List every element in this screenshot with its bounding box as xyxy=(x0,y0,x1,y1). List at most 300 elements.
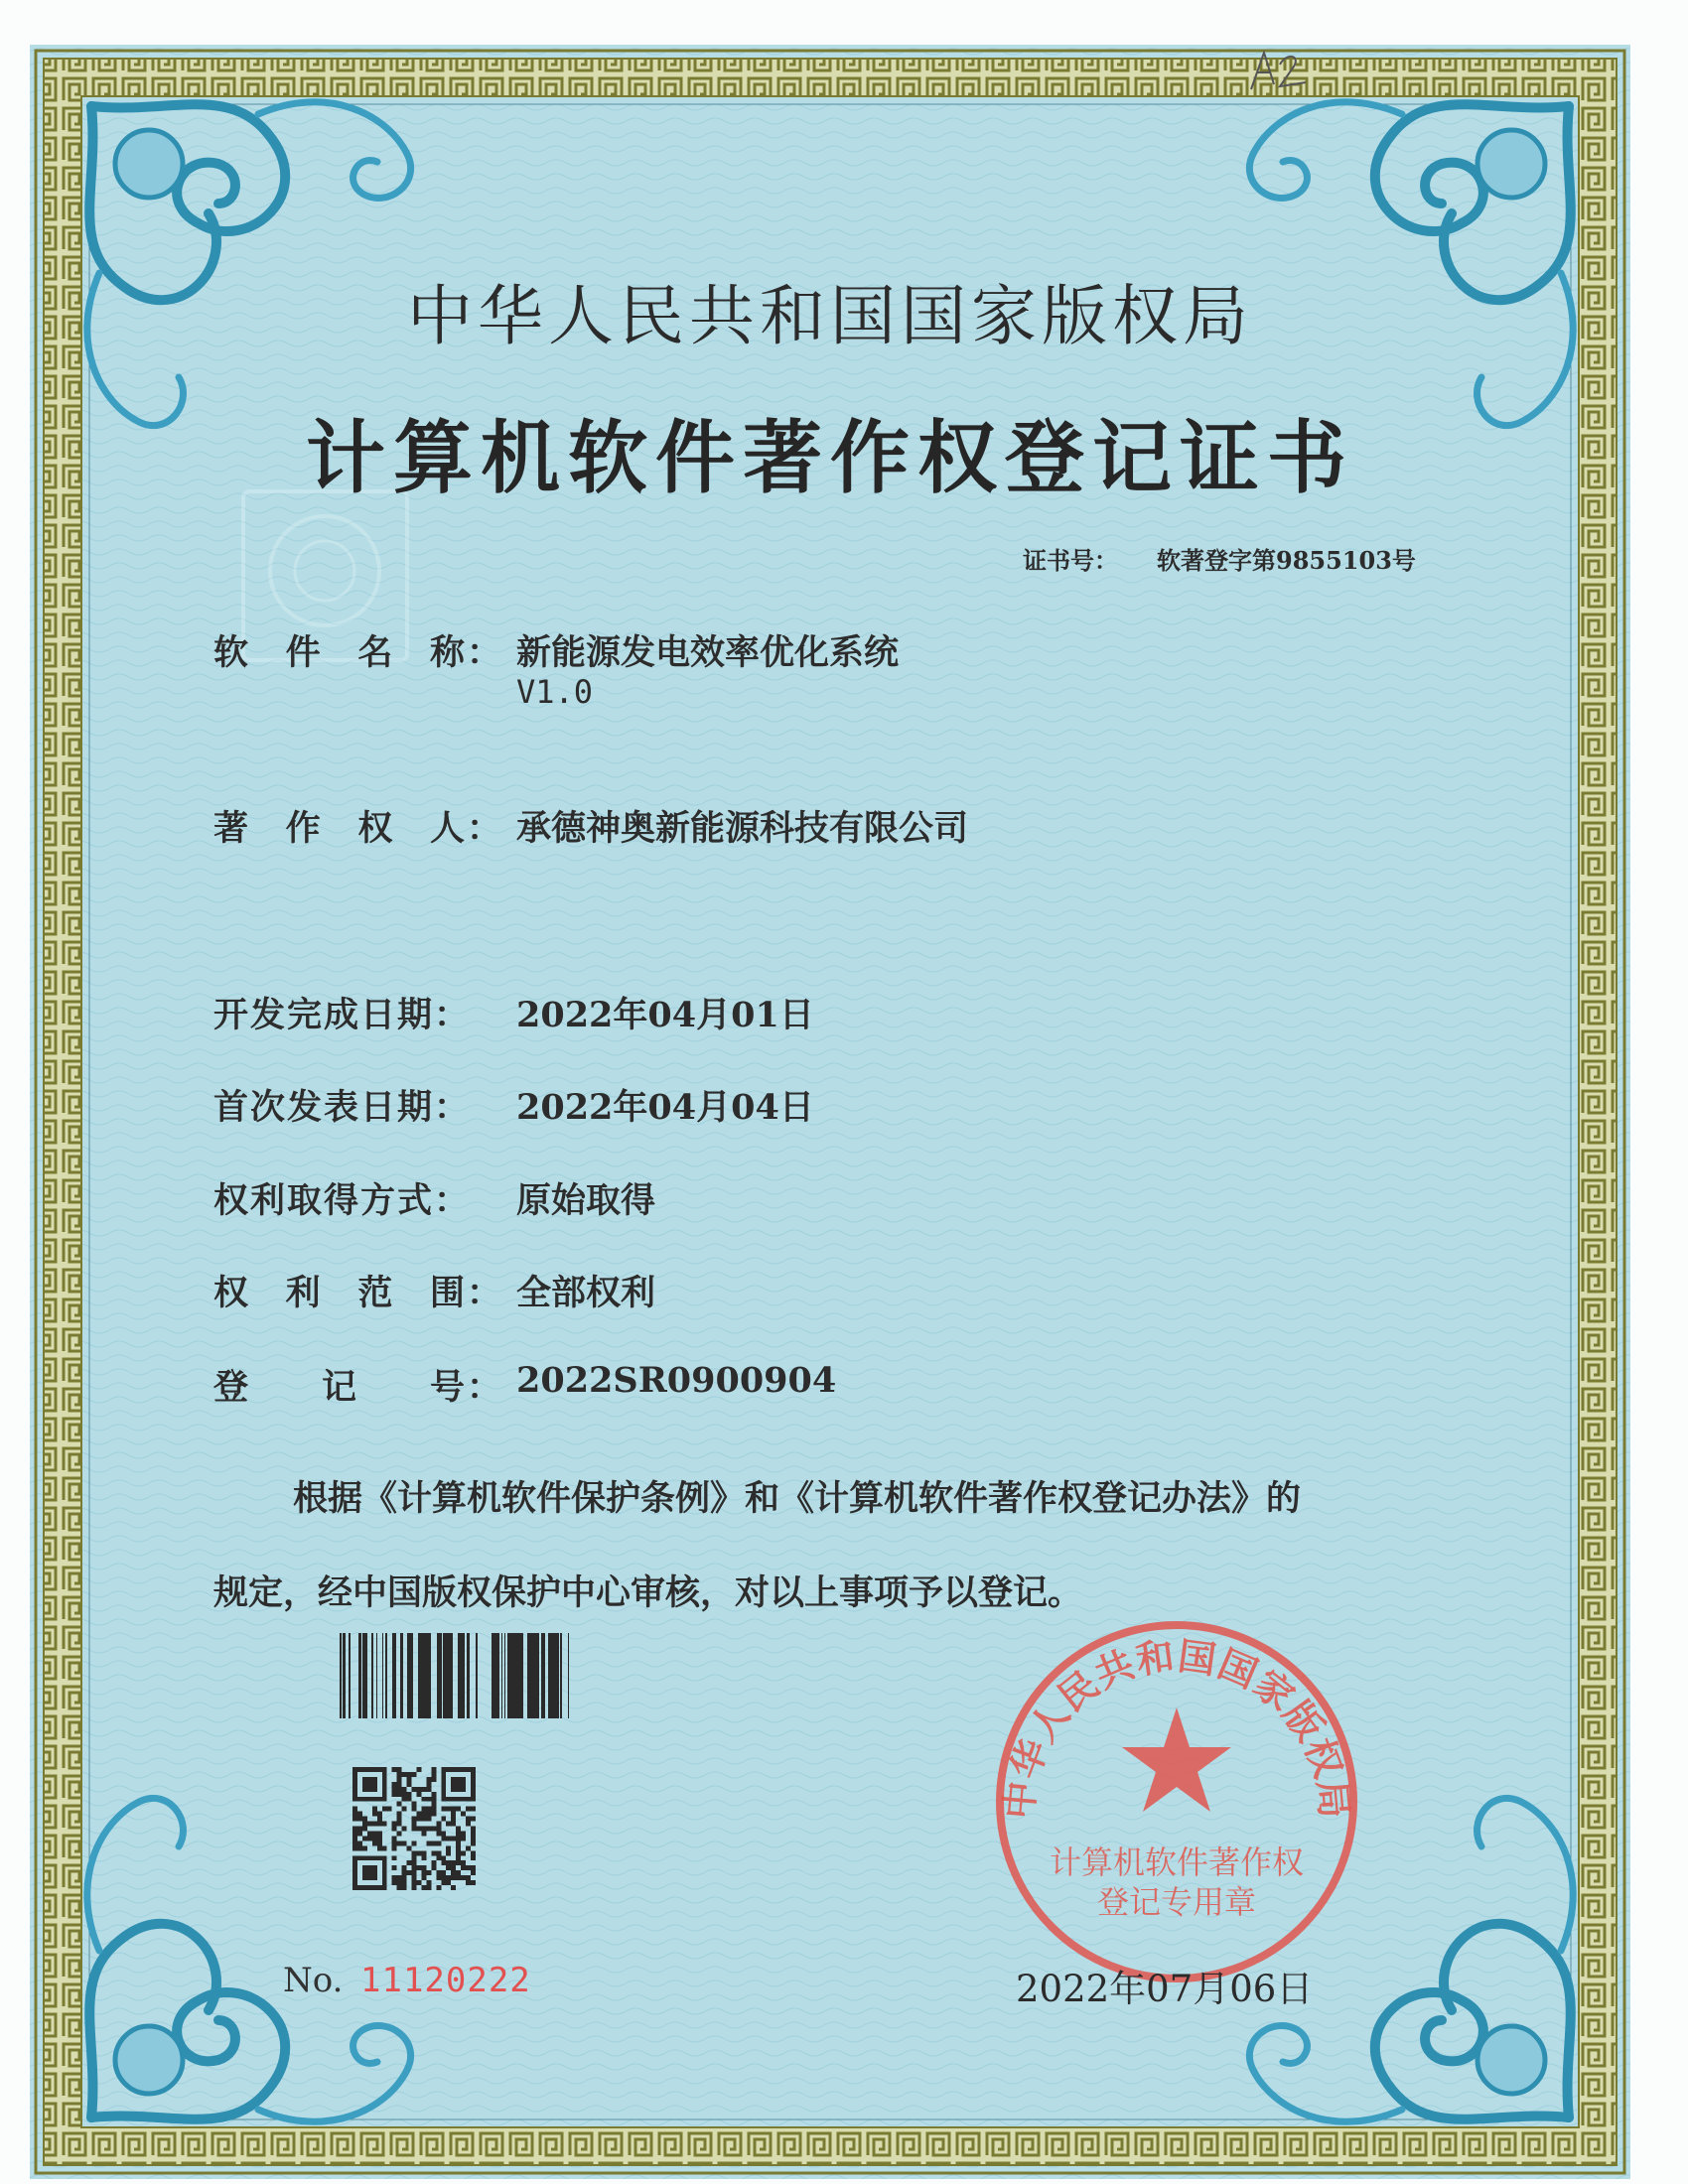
qr-module xyxy=(461,1812,466,1817)
qr-module xyxy=(402,1772,407,1777)
qr-module xyxy=(431,1802,436,1807)
qr-module xyxy=(352,1827,357,1832)
qr-module xyxy=(431,1841,436,1845)
software-version-value: V1.0 xyxy=(516,673,594,711)
qr-module xyxy=(441,1807,446,1812)
qr-module xyxy=(402,1792,407,1797)
seal-inner-line-1: 计算机软件著作权 xyxy=(1049,1843,1305,1881)
qr-module xyxy=(431,1767,436,1772)
qr-module xyxy=(372,1831,377,1836)
qr-module xyxy=(436,1841,441,1845)
qr-finder xyxy=(451,1777,466,1792)
qr-module xyxy=(471,1855,476,1860)
qr-module xyxy=(407,1772,412,1777)
qr-module xyxy=(377,1822,382,1827)
qr-module xyxy=(456,1827,461,1832)
qr-module xyxy=(436,1850,441,1855)
qr-module xyxy=(382,1807,387,1812)
qr-module xyxy=(407,1845,412,1850)
qr-module xyxy=(441,1817,446,1822)
qr-module xyxy=(471,1850,476,1855)
qr-module xyxy=(412,1885,417,1890)
acquisition-method-value: 原始取得 xyxy=(516,1180,656,1221)
qr-module xyxy=(451,1860,456,1865)
qr-module xyxy=(426,1782,431,1787)
qr-module xyxy=(397,1787,402,1792)
qr-module xyxy=(451,1875,456,1880)
qr-module xyxy=(446,1845,451,1850)
qr-module xyxy=(421,1865,426,1870)
barcode-bar xyxy=(349,1633,351,1718)
barcode-bar xyxy=(362,1633,366,1718)
barcode-bar xyxy=(504,1633,505,1718)
barcode-bar xyxy=(496,1633,499,1718)
qr-module xyxy=(451,1812,456,1817)
qr-module xyxy=(441,1875,446,1880)
qr-module xyxy=(451,1865,456,1870)
qr-module xyxy=(397,1767,402,1772)
barcode-bar xyxy=(476,1633,478,1718)
seal-outer-text: 中华人民共和国国家版权局 xyxy=(996,1633,1357,1822)
qr-module xyxy=(392,1792,397,1797)
qr-module xyxy=(412,1855,417,1860)
qr-module xyxy=(446,1822,451,1827)
qr-module xyxy=(387,1807,392,1812)
qr-module xyxy=(461,1865,466,1870)
barcode-bar xyxy=(449,1633,452,1718)
qr-module xyxy=(436,1827,441,1832)
qr-module xyxy=(456,1841,461,1845)
qr-module xyxy=(431,1827,436,1832)
qr-module xyxy=(392,1855,397,1860)
qr-module xyxy=(456,1855,461,1860)
barcode-bar xyxy=(358,1633,361,1718)
qr-module xyxy=(426,1880,431,1885)
qr-module xyxy=(412,1817,417,1822)
qr-module xyxy=(441,1836,446,1841)
barcode-bar xyxy=(517,1633,521,1718)
barcode-bar xyxy=(452,1633,453,1718)
qr-module xyxy=(412,1850,417,1855)
barcode-bar xyxy=(366,1633,367,1718)
first-publication-date-label: 首次发表日期： xyxy=(213,1087,472,1128)
barcode-bar xyxy=(428,1633,431,1718)
barcode-bar xyxy=(376,1633,377,1718)
barcode-bar xyxy=(343,1633,345,1718)
qr-module xyxy=(402,1875,407,1880)
qr-module xyxy=(402,1827,407,1832)
qr-module xyxy=(451,1807,456,1812)
qr-module xyxy=(416,1817,421,1822)
barcode-bar xyxy=(446,1633,447,1718)
qr-module xyxy=(412,1880,417,1885)
qr-module xyxy=(397,1772,402,1777)
qr-module xyxy=(456,1870,461,1875)
qr-module xyxy=(431,1792,436,1797)
barcode-bar xyxy=(407,1633,409,1718)
qr-module xyxy=(456,1875,461,1880)
qr-module xyxy=(412,1787,417,1792)
qr-module xyxy=(471,1865,476,1870)
barcode-bar xyxy=(494,1633,496,1718)
handwritten-note xyxy=(1246,45,1316,94)
qr-module xyxy=(412,1807,417,1812)
qr-module xyxy=(416,1865,421,1870)
qr-module xyxy=(466,1875,471,1880)
barcode-bar xyxy=(400,1633,403,1718)
qr-module xyxy=(466,1822,471,1827)
qr-module xyxy=(377,1817,382,1822)
qr-module xyxy=(377,1841,382,1845)
qr-module xyxy=(466,1845,471,1850)
qr-module xyxy=(421,1850,426,1855)
qr-module xyxy=(466,1807,471,1812)
qr-module xyxy=(471,1870,476,1875)
qr-module xyxy=(352,1841,357,1845)
qr-module xyxy=(431,1772,436,1777)
qr-module xyxy=(441,1831,446,1836)
qr-module xyxy=(392,1836,397,1841)
qr-module xyxy=(397,1802,402,1807)
qr-module xyxy=(441,1860,446,1865)
qr-module xyxy=(416,1787,421,1792)
copyright-owner-label: 著作权人： xyxy=(213,808,504,849)
barcode-bar xyxy=(510,1633,513,1718)
barcode-bar xyxy=(513,1633,514,1718)
qr-module xyxy=(421,1812,426,1817)
qr-module xyxy=(441,1855,446,1860)
qr-module xyxy=(456,1860,461,1865)
qr-module xyxy=(436,1885,441,1890)
qr-module xyxy=(446,1807,451,1812)
certificate-number: 软著登字第9855103号 xyxy=(1157,546,1416,575)
qr-module xyxy=(461,1831,466,1836)
qr-module xyxy=(416,1812,421,1817)
barcode-bar xyxy=(409,1633,411,1718)
qr-module xyxy=(451,1870,456,1875)
qr-module xyxy=(392,1841,397,1845)
qr-module xyxy=(377,1836,382,1841)
qr-module xyxy=(352,1807,357,1812)
qr-module xyxy=(412,1870,417,1875)
qr-module xyxy=(456,1850,461,1855)
statement-line-1: 根据《计算机软件保护条例》和《计算机软件著作权登记办法》的 xyxy=(293,1478,1302,1519)
qr-module xyxy=(446,1865,451,1870)
qr-module xyxy=(362,1822,367,1827)
qr-module xyxy=(426,1841,431,1845)
qr-module xyxy=(372,1822,377,1827)
qr-module xyxy=(416,1850,421,1855)
qr-module xyxy=(352,1812,357,1817)
qr-module xyxy=(412,1841,417,1845)
qr-module xyxy=(471,1831,476,1836)
barcode-bar xyxy=(555,1633,559,1718)
qr-module xyxy=(377,1831,382,1836)
software-name-label: 软件名称： xyxy=(213,632,504,673)
qr-module xyxy=(431,1807,436,1812)
barcode-bar xyxy=(492,1633,494,1718)
barcode xyxy=(340,1633,574,1718)
qr-module xyxy=(352,1831,357,1836)
barcode-bar xyxy=(536,1633,539,1718)
barcode-bar xyxy=(371,1633,373,1718)
barcode-bar xyxy=(420,1633,424,1718)
certificate-title: 计算机软件著作权登记证书 xyxy=(306,411,1354,504)
qr-module xyxy=(372,1841,377,1845)
qr-module xyxy=(402,1880,407,1885)
qr-module xyxy=(421,1807,426,1812)
barcode-bar xyxy=(458,1633,461,1718)
qr-module xyxy=(392,1787,397,1792)
qr-module xyxy=(352,1817,357,1822)
barcode-bar xyxy=(568,1633,569,1718)
qr-module xyxy=(407,1782,412,1787)
qr-module xyxy=(352,1836,357,1841)
qr-module xyxy=(456,1831,461,1836)
qr-module xyxy=(431,1850,436,1855)
qr-module xyxy=(461,1836,466,1841)
qr-module xyxy=(431,1777,436,1782)
qr-module xyxy=(407,1777,412,1782)
qr-module xyxy=(421,1817,426,1822)
qr-module xyxy=(407,1792,412,1797)
qr-module xyxy=(421,1870,426,1875)
qr-module xyxy=(357,1845,362,1850)
qr-module xyxy=(382,1845,387,1850)
qr-module xyxy=(426,1777,431,1782)
qr-module xyxy=(466,1865,471,1870)
qr-module xyxy=(402,1797,407,1802)
qr-module xyxy=(402,1807,407,1812)
barcode-bar xyxy=(340,1633,342,1718)
qr-module xyxy=(352,1845,357,1850)
barcode-bar xyxy=(382,1633,383,1718)
qr-module xyxy=(426,1787,431,1792)
qr-module xyxy=(362,1827,367,1832)
qr-module xyxy=(412,1822,417,1827)
barcode-bar xyxy=(385,1633,386,1718)
qr-module xyxy=(441,1870,446,1875)
qr-module xyxy=(402,1865,407,1870)
serial-number: 11120222 xyxy=(360,1961,531,2000)
barcode-bar xyxy=(424,1633,428,1718)
issue-date: 2022年07月06日 xyxy=(1016,1968,1314,2010)
barcode-bar xyxy=(461,1633,464,1718)
acquisition-method-label: 权利取得方式： xyxy=(213,1180,472,1221)
qr-module xyxy=(416,1827,421,1832)
qr-module xyxy=(402,1870,407,1875)
qr-module xyxy=(357,1817,362,1822)
barcode-bar xyxy=(411,1633,413,1718)
qr-module xyxy=(421,1831,426,1836)
qr-module xyxy=(431,1865,436,1870)
qr-module xyxy=(421,1855,426,1860)
qr-module xyxy=(397,1812,402,1817)
serial-number-label: No. xyxy=(283,1961,344,2000)
barcode-bar xyxy=(541,1633,545,1718)
qr-module xyxy=(412,1875,417,1880)
barcode-bar xyxy=(529,1633,533,1718)
barcode-bar xyxy=(527,1633,529,1718)
statement-line-2: 规定，经中国版权保护中心审核，对以上事项予以登记。 xyxy=(213,1572,1083,1613)
qr-module xyxy=(407,1870,412,1875)
barcode-bar xyxy=(521,1633,523,1718)
barcode-bar xyxy=(548,1633,552,1718)
qr-module xyxy=(412,1802,417,1807)
registration-number-label: 登记号： xyxy=(213,1367,504,1408)
qr-module xyxy=(357,1841,362,1845)
qr-module xyxy=(392,1827,397,1832)
qr-module xyxy=(357,1831,362,1836)
qr-module xyxy=(421,1875,426,1880)
barcode-bar xyxy=(467,1633,470,1718)
qr-module xyxy=(382,1822,387,1827)
qr-module xyxy=(397,1782,402,1787)
qr-module xyxy=(397,1885,402,1890)
qr-module xyxy=(421,1787,426,1792)
qr-module xyxy=(446,1875,451,1880)
qr-module xyxy=(392,1767,397,1772)
qr-module xyxy=(412,1772,417,1777)
qr-module xyxy=(451,1817,456,1822)
seal-inner-line-2: 登记专用章 xyxy=(1096,1883,1257,1921)
barcode-bar xyxy=(418,1633,420,1718)
qr-module xyxy=(431,1860,436,1865)
qr-module xyxy=(426,1827,431,1832)
qr-module xyxy=(377,1812,382,1817)
qr-module xyxy=(397,1841,402,1845)
qr-module xyxy=(402,1841,407,1845)
qr-module xyxy=(421,1827,426,1832)
qr-module xyxy=(471,1880,476,1885)
qr-finder xyxy=(362,1865,377,1880)
issuer-name: 中华人民共和国国家版权局 xyxy=(407,278,1253,354)
qr-module xyxy=(377,1845,382,1850)
qr-module xyxy=(362,1817,367,1822)
qr-module xyxy=(461,1850,466,1855)
barcode-bar xyxy=(464,1633,465,1718)
qr-module xyxy=(397,1792,402,1797)
barcode-bar xyxy=(560,1633,562,1718)
barcode-bar xyxy=(501,1633,502,1718)
qr-module xyxy=(426,1797,431,1802)
barcode-bar xyxy=(533,1633,536,1718)
qr-module xyxy=(397,1875,402,1880)
qr-module xyxy=(451,1885,456,1890)
qr-module xyxy=(436,1831,441,1836)
qr-module xyxy=(436,1822,441,1827)
qr-module xyxy=(436,1855,441,1860)
qr-module xyxy=(436,1875,441,1880)
qr-module xyxy=(426,1812,431,1817)
qr-module xyxy=(392,1875,397,1880)
qr-module xyxy=(421,1797,426,1802)
qr-module xyxy=(436,1870,441,1875)
qr-module xyxy=(397,1777,402,1782)
qr-module xyxy=(372,1812,377,1817)
qr-module xyxy=(471,1827,476,1832)
qr-module xyxy=(466,1880,471,1885)
qr-module xyxy=(362,1845,367,1850)
qr-module xyxy=(392,1782,397,1787)
qr-module xyxy=(446,1860,451,1865)
copyright-owner-value: 承德神奥新能源科技有限公司 xyxy=(516,808,969,849)
qr-module xyxy=(372,1807,377,1812)
qr-module xyxy=(456,1836,461,1841)
qr-module xyxy=(412,1860,417,1865)
qr-module xyxy=(407,1797,412,1802)
qr-module xyxy=(446,1836,451,1841)
qr-module xyxy=(392,1865,397,1870)
barcode-bar xyxy=(447,1633,449,1718)
completion-date-value: 2022年04月01日 xyxy=(516,995,814,1035)
software-name-value: 新能源发电效率优化系统 xyxy=(516,632,900,673)
qr-finder xyxy=(362,1777,377,1792)
qr-module xyxy=(412,1827,417,1832)
qr-module xyxy=(446,1850,451,1855)
barcode-bar xyxy=(440,1633,442,1718)
qr-module xyxy=(456,1807,461,1812)
qr-module xyxy=(471,1841,476,1845)
qr-module xyxy=(357,1827,362,1832)
qr-module xyxy=(451,1822,456,1827)
barcode-bar xyxy=(386,1633,387,1718)
qr-module xyxy=(471,1807,476,1812)
qr-module xyxy=(426,1807,431,1812)
qr-module xyxy=(357,1812,362,1817)
qr-module xyxy=(426,1870,431,1875)
qr-module xyxy=(471,1817,476,1822)
qr-module xyxy=(461,1875,466,1880)
qr-module xyxy=(392,1845,397,1850)
qr-module xyxy=(367,1836,372,1841)
qr-module xyxy=(431,1797,436,1802)
rights-scope-label: 权利范围： xyxy=(213,1273,504,1313)
qr-module xyxy=(412,1865,417,1870)
certificate-number-label: 证书号： xyxy=(1023,546,1118,575)
barcode-bar xyxy=(392,1633,396,1718)
qr-module xyxy=(362,1836,367,1841)
qr-module xyxy=(451,1836,456,1841)
qr-module xyxy=(402,1787,407,1792)
qr-module xyxy=(392,1880,397,1885)
rights-scope-value: 全部权利 xyxy=(516,1273,656,1313)
qr-module xyxy=(456,1845,461,1850)
qr-module xyxy=(461,1860,466,1865)
certificate xyxy=(30,45,1630,2179)
qr-module xyxy=(392,1822,397,1827)
completion-date-label: 开发完成日期： xyxy=(213,995,472,1035)
qr-module xyxy=(397,1817,402,1822)
barcode-bar xyxy=(437,1633,440,1718)
qr-module xyxy=(446,1880,451,1885)
qr-module xyxy=(397,1831,402,1836)
qr-code xyxy=(352,1767,476,1890)
qr-module xyxy=(402,1885,407,1890)
barcode-bar xyxy=(443,1633,446,1718)
qr-module xyxy=(397,1822,402,1827)
qr-module xyxy=(416,1792,421,1797)
qr-module xyxy=(416,1880,421,1885)
qr-module xyxy=(421,1885,426,1890)
qr-module xyxy=(466,1817,471,1822)
qr-module xyxy=(416,1767,421,1772)
qr-module xyxy=(431,1812,436,1817)
first-publication-date-value: 2022年04月04日 xyxy=(516,1087,814,1128)
qr-module xyxy=(441,1880,446,1885)
barcode-bar xyxy=(552,1633,555,1718)
qr-module xyxy=(426,1885,431,1890)
